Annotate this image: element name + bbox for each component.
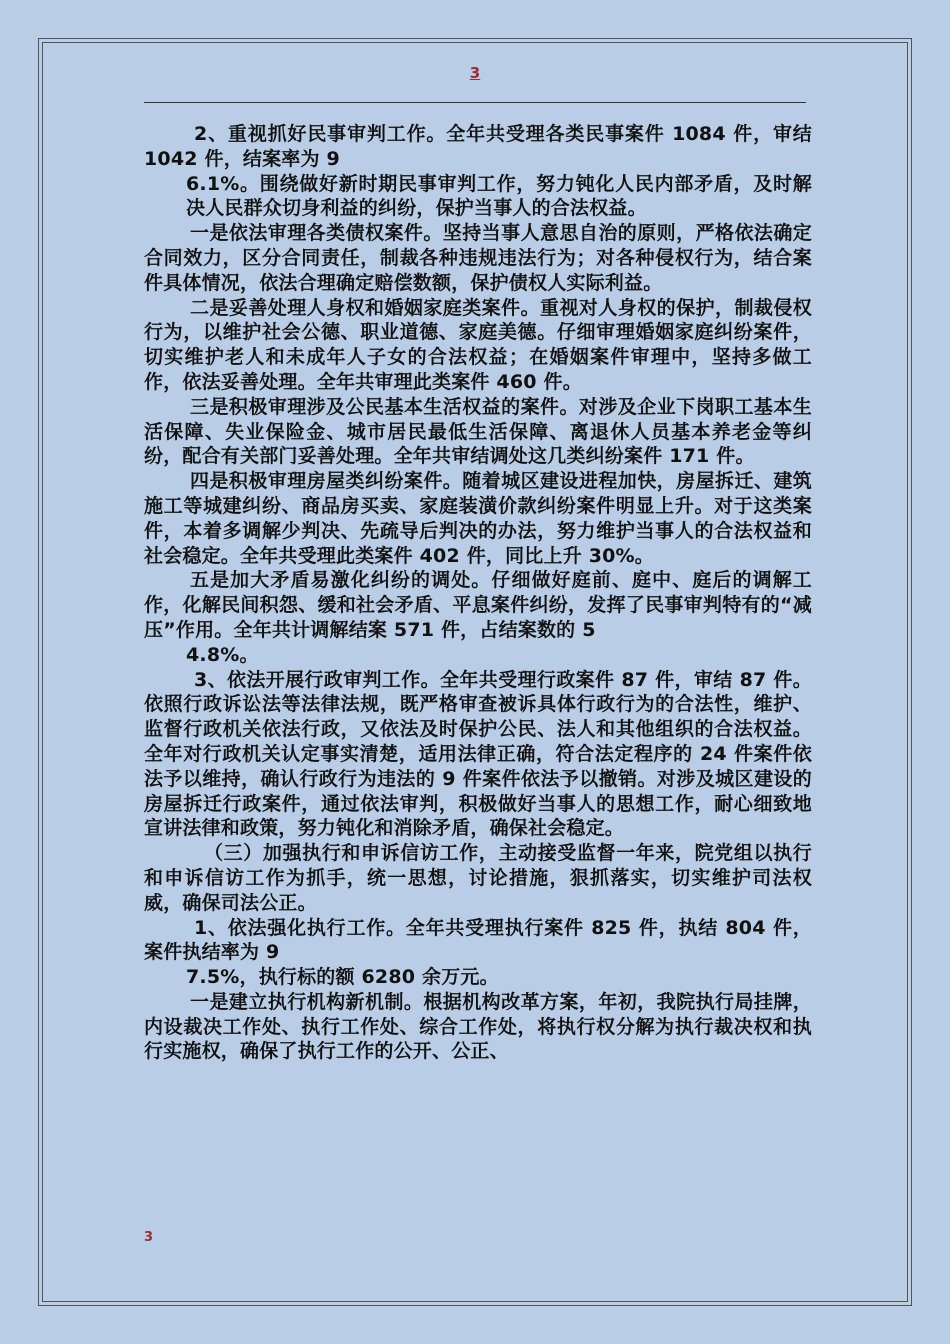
paragraph: 一是建立执行机构新机制。根据机构改革方案，年初，我院执行局挂牌，内设裁决工作处、执行工作处、综合工作处，将执行权分解为执行裁决权和执行实施权，确保了执行工作的公开、公正、 — [144, 990, 812, 1063]
paragraph: 6.1%。围绕做好新时期民事审判工作，努力钝化人民内部矛盾，及时解决人民群众切身利益的纠纷，保护当事人的合法权益。 — [186, 172, 812, 220]
document-body — [144, 122, 812, 1064]
paragraph: 一是依法审理各类债权案件。坚持当事人意思自治的原则，严格依法确定合同效力，区分合同责任，制裁各种违规违法行为；对各种侵权行为，结合案件具体情况，依法合理确定赔偿数额，保护债权人实际利益。 — [144, 222, 812, 294]
header-page-number: 3 — [469, 64, 481, 82]
paragraph: 7.5%，执行标的额 6280 余万元。 — [186, 966, 499, 989]
paragraph: 五是加大矛盾易激化纠纷的调处。仔细做好庭前、庭中、庭后的调解工作，化解民间积怨、缓和社会矛盾、平息案件纠纷，发挥了民事审判特有的“减压”作用。全年共计调解结案 571 件，占结案数的 5 — [144, 569, 812, 641]
header-divider — [144, 102, 806, 103]
paragraph: 二是妥善处理人身权和婚姻家庭类案件。重视对人身权的保护，制裁侵权行为，以维护社会公德、职业道德、家庭美德。仔细审理婚姻家庭纠纷案件，切实维护老人和未成年人子女的合法权益；在婚姻案件审理中，坚持多做工作，依法妥善处理。全年共审理此类案件 460 件。 — [144, 296, 812, 393]
paragraph: （三）加强执行和申诉信访工作，主动接受监督一年来，院党组以执行和申诉信访工作为抓手，统一思想，讨论措施，狠抓落实，切实维护司法权威，确保司法公正。 — [144, 842, 812, 914]
paragraph: 4.8%。 — [186, 643, 259, 666]
paragraph: 1、依法强化执行工作。全年共受理执行案件 825 件，执结 804 件，案件执结率为 9 — [144, 916, 812, 964]
paragraph: 三是积极审理涉及公民基本生活权益的案件。对涉及企业下岗职工基本生活保障、失业保险金、城市居民最低生活保障、离退休人员基本养老金等纠纷，配合有关部门妥善处理。全年共审结调处这几类纠纷案件 171 件。 — [144, 395, 812, 468]
paragraph: 2、重视抓好民事审判工作。全年共受理各类民事案件 1084 件，审结 1042 件，结案率为 9 — [144, 123, 812, 170]
footer-page-number: 3 — [144, 1230, 154, 1245]
paragraph: 四是积极审理房屋类纠纷案件。随着城区建设进程加快，房屋拆迁、建筑施工等城建纠纷、商品房买卖、家庭装潢价款纠纷案件明显上升。对于这类案件，本着多调解少判决、先疏导后判决的办法，努力维护当事人的合法权益和社会稳定。全年共受理此类案件 402 件，同比上升 30%。 — [144, 470, 812, 567]
paragraph: 3、依法开展行政审判工作。全年共受理行政案件 87 件，审结 87 件。依照行政诉讼法等法律法规，既严格审查被诉具体行政行为的合法性，维护、监督行政机关依法行政，又依法及时保护公民、法人和其他组织的合法权益。全年对行政机关认定事实清楚，适用法律正确，符合法定程序的 24 件案件依法予以维持，确认行政行为违法的 9 件案件依法予以撤销。对涉及城区建设的房屋拆迁行政案件，通过依法审判，积极做好当事人的思想工作，耐心细致地宣讲法律和政策，努力钝化和消除矛盾，确保社会稳定。 — [144, 668, 812, 840]
